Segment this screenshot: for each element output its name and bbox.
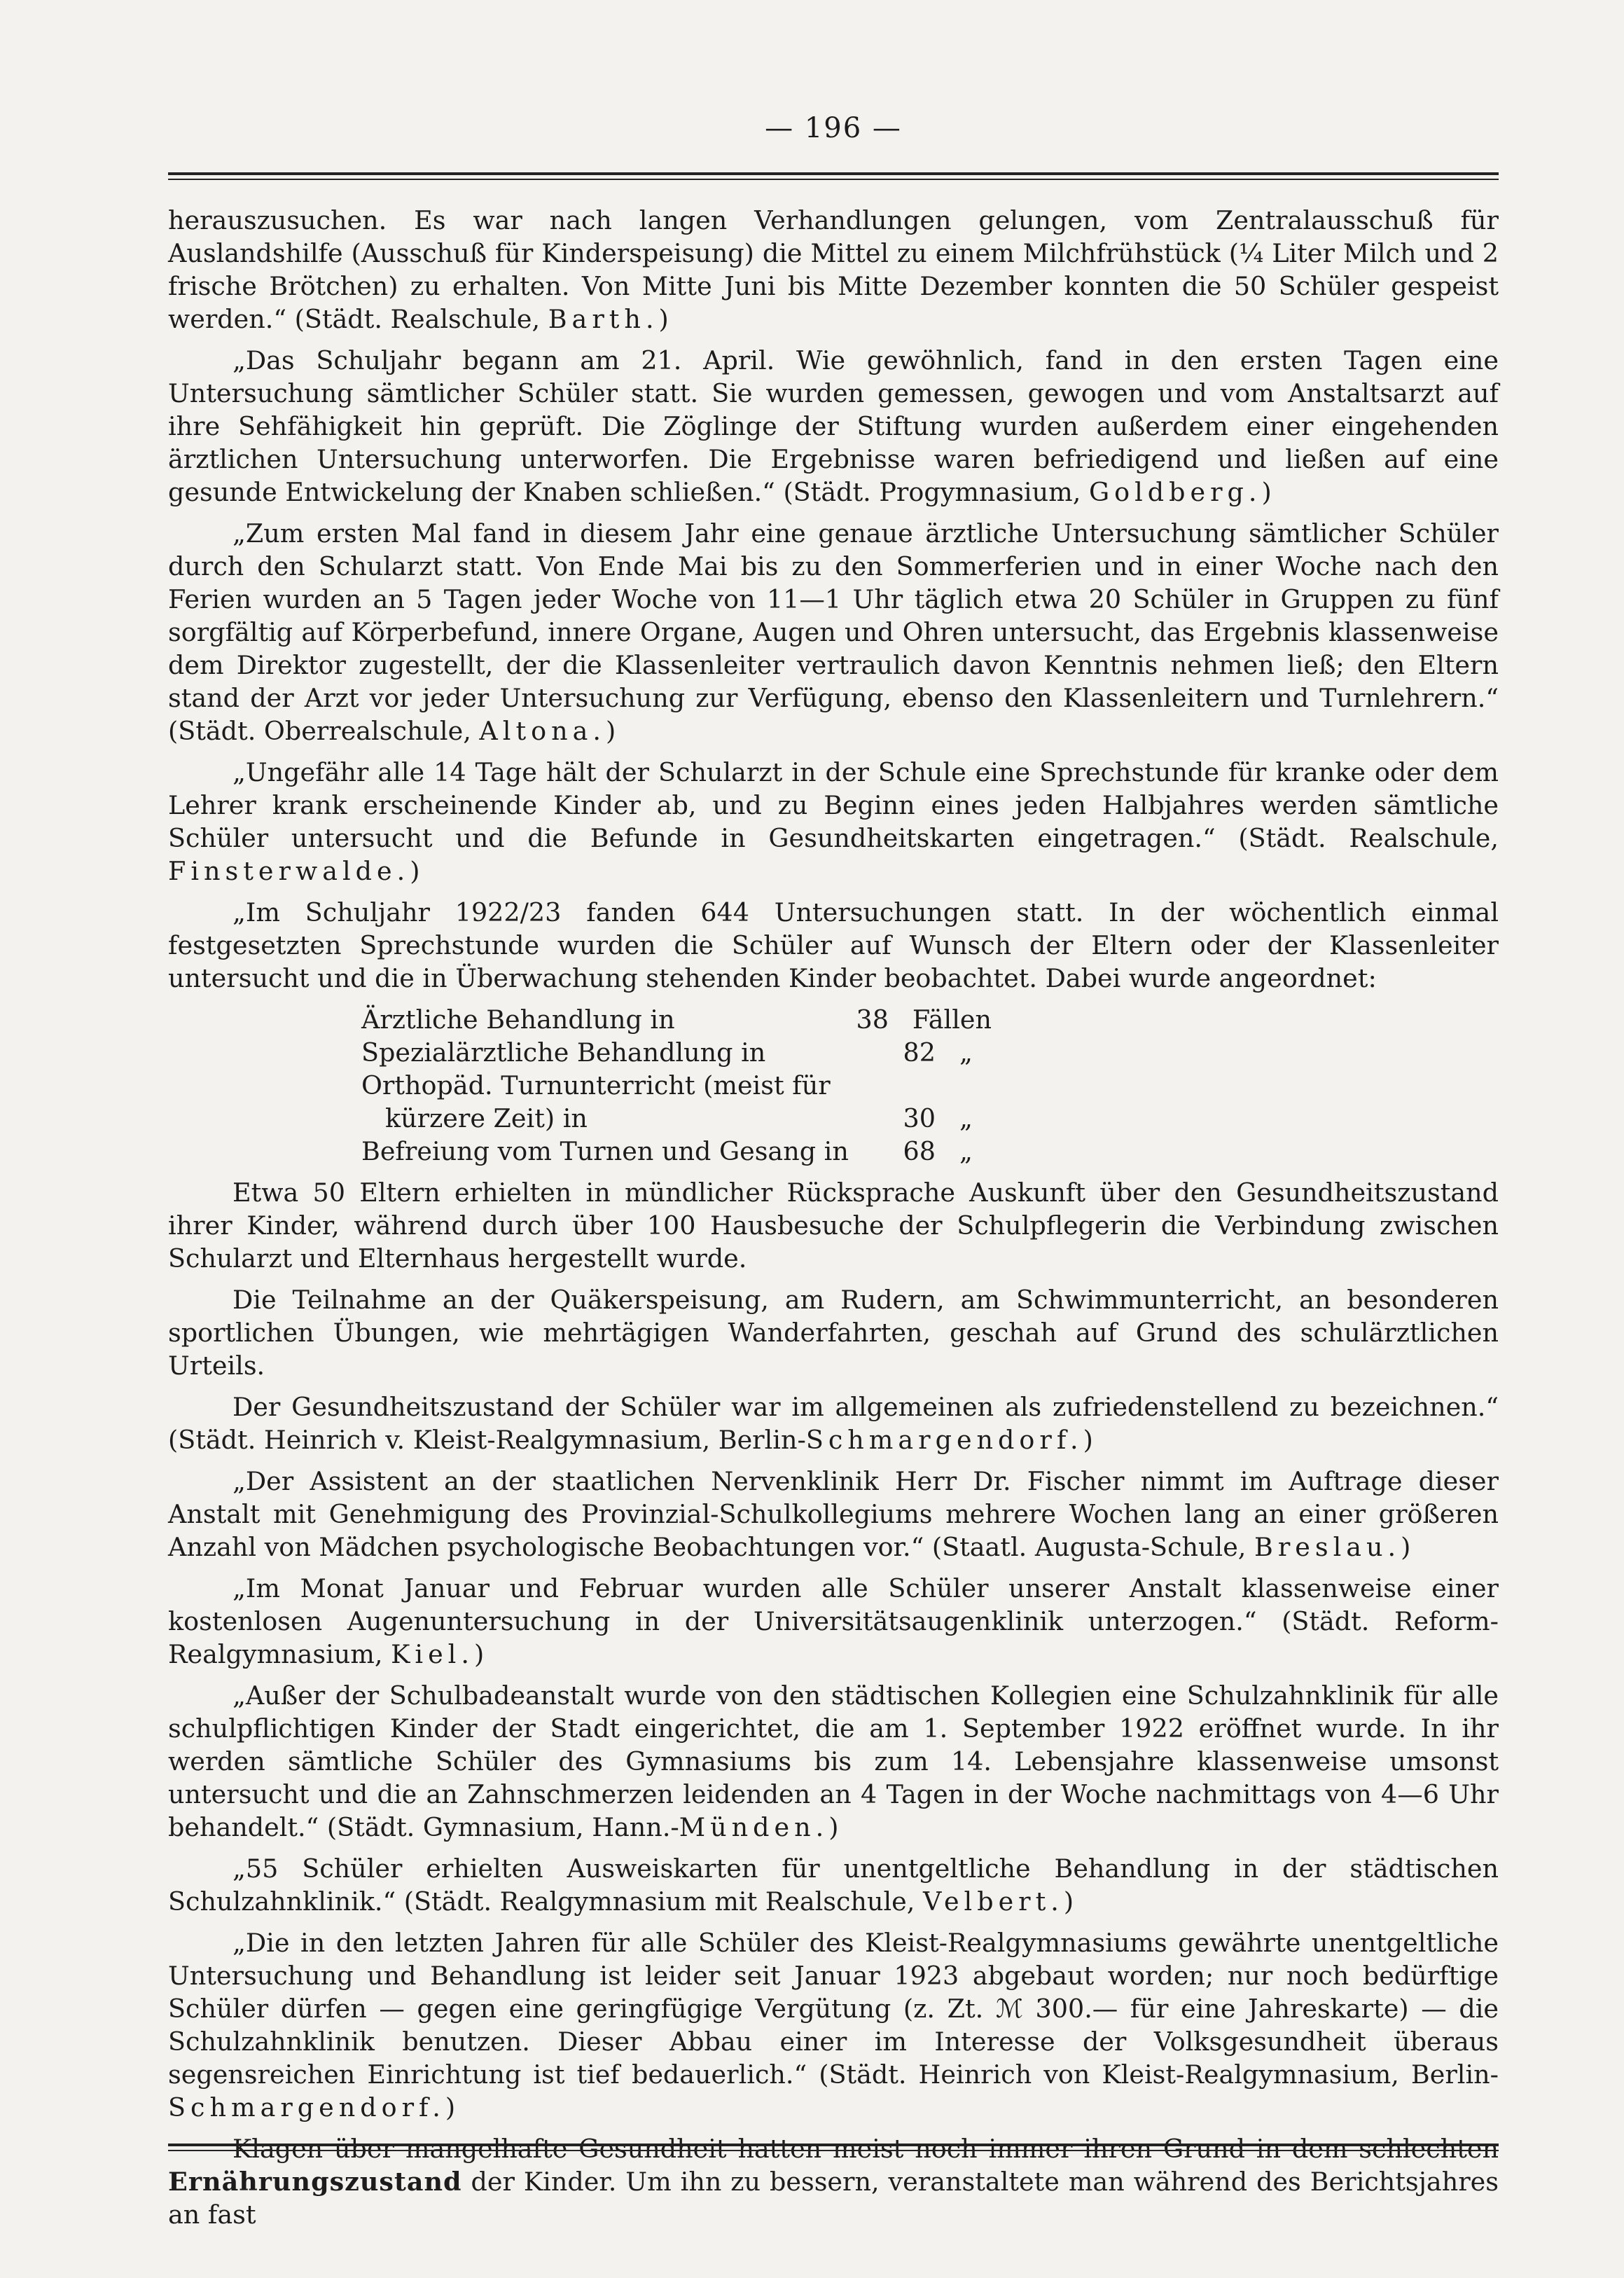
treatment-count: 82 (903, 1037, 936, 1068)
emphasis-text: Ernährungszustand (168, 2167, 462, 2197)
treatment-count (880, 1069, 936, 1102)
paragraph (168, 1390, 1499, 1456)
place-name: Velbert. (922, 1886, 1064, 1917)
treatment-label: Orthopäd. Turnunterricht (meist für (361, 1070, 831, 1100)
treatment-row (361, 1069, 992, 1102)
text-run: ) (1083, 1425, 1093, 1455)
header-rule (168, 172, 1499, 180)
text-run: „55 Schüler erhielten Ausweiskarten für unentgeltliche Behandlung in der städtischen Schulzahnklinik.“ (Städt. Realgymnasium mit Realschule, (168, 1854, 1499, 1917)
treatment-unit: Fällen (912, 1005, 992, 1035)
page-number: — 196 — (765, 112, 902, 144)
paragraph (168, 1572, 1499, 1671)
text-run: „Im Schuljahr 1922/23 fanden 644 Untersuchungen statt. In der wöchentlich einmal festgesetzten Sprechstunde wurden die Schüler auf Wunsch der Eltern oder der Klassenleiter untersucht und die in Überwachung stehenden Kinder beobachtet. Dabei wurde angeordnet: (168, 897, 1499, 993)
text-run: ) (473, 1639, 485, 1669)
text-run: ) (1401, 1532, 1411, 1562)
treatment-count: 68 (903, 1136, 936, 1166)
place-name: Schmargendorf. (805, 1425, 1083, 1455)
paragraph (168, 1679, 1499, 1844)
text-run: Klagen über mangelhafte Gesundheit hatten meist noch immer ihren Grund in dem schlechten (233, 2134, 1499, 2164)
paragraphs-after-list (168, 1176, 1499, 2231)
place-name: Altona. (479, 716, 606, 746)
treatment-row (361, 1003, 992, 1036)
text-run: ) (1261, 477, 1272, 507)
text-run: „Das Schuljahr begann am 21. April. Wie gewöhnlich, fand in den ersten Tagen eine Untersuchung sämtlicher Schüler statt. Sie wurden gemessen, gewogen und vom Anstaltsarzt auf ihre Sehfähigkeit hin geprüft. Die Zöglinge der Stiftung wurden außerdem einer eingehenden ärztlichen Untersuchung unterworfen. Die Ergebnisse waren befriedigend und ließen auf eine gesunde Entwickelung der Knaben schließen.“ (Städt. Progymnasium, (168, 345, 1499, 507)
body-text (168, 204, 1499, 2231)
text-run: Der Gesundheitszustand der Schüler war im allgemeinen als zufriedenstellend zu bezeichnen.“ (Städt. Heinrich v. Kleist-Realgymnasium, Berlin- (168, 1392, 1499, 1455)
text-run: ) (410, 856, 420, 886)
text-run: „Außer der Schulbadeanstalt wurde von den städtischen Kollegien eine Schulzahnklinik für alle schulpflichtigen Kinder der Stadt eingerichtet, die am 1. September 1922 eröffnet wurde. In ihr werden sämtliche Schüler des Gymnasiums bis zum 14. Lebensjahre klassenweise umsonst untersucht und die an Zahnschmerzen leidenden an 4 Tagen in der Woche nachmittags von 4—6 Uhr behandelt.“ (Städt. Gymnasium, Hann.- (168, 1680, 1499, 1842)
paragraph (168, 1465, 1499, 1563)
paragraph (168, 1852, 1499, 1918)
paragraph (168, 1283, 1499, 1382)
place-name: Barth. (548, 304, 659, 334)
text-run: ) (445, 2092, 456, 2122)
place-name: Finsterwalde. (168, 856, 410, 886)
treatment-label: kürzere Zeit) in (385, 1103, 588, 1133)
treatment-unit: „ (959, 1103, 973, 1133)
text-run: ) (658, 304, 669, 334)
text-run: ) (828, 1812, 839, 1842)
paragraph (168, 756, 1499, 888)
treatment-count: 30 (903, 1103, 936, 1133)
place-name: Kiel. (391, 1639, 474, 1669)
treatment-count: 38 (856, 1005, 889, 1035)
text-run: ) (605, 716, 616, 746)
paragraph (168, 1926, 1499, 2124)
place-name: Münden. (679, 1812, 829, 1842)
paragraphs-before-list (168, 204, 1499, 995)
place-name: Schmargendorf. (168, 2092, 445, 2122)
treatment-unit: „ (959, 1037, 973, 1068)
text-run: herauszusuchen. Es war nach langen Verhandlungen gelungen, vom Zentralausschuß für Auslandshilfe (Ausschuß für Kinderspeisung) die Mittel zu einem Milchfrühstück (¼ Liter Milch und 2 frische Brötchen) zu erhalten. Von Mitte Juni bis Mitte Dezember konnten die 50 Schüler gespeist werden.“ (Städt. Realschule, (168, 205, 1499, 334)
treatment-unit: „ (959, 1136, 973, 1166)
paragraph (168, 1176, 1499, 1275)
paragraph (168, 204, 1499, 336)
paragraph (168, 517, 1499, 747)
treatment-label: Befreiung vom Turnen und Gesang in (361, 1136, 849, 1166)
footer-rule (168, 2144, 1499, 2151)
document-page (168, 112, 1499, 2239)
text-run: „Zum ersten Mal fand in diesem Jahr eine genaue ärztliche Untersuchung sämtlicher Schüler durch den Schularzt statt. Von Ende Mai bis zu den Sommerferien und in einer Woche nach den Ferien wurden an 5 Tagen jeder Woche von 11—1 Uhr täglich etwa 20 Schüler in Gruppen zu fünf sorgfältig auf Körperbefund, innere Organe, Augen und Ohren untersucht, das Ergebnis klassenweise dem Direktor zugestellt, der die Klassenleiter vertraulich davon Kenntnis nehmen ließ; den Eltern stand der Arzt vor jeder Untersuchung zur Verfügung, ebenso den Klassenleitern und Turnlehrern.“ (Städt. Oberrealschule, (168, 518, 1499, 746)
text-run: Etwa 50 Eltern erhielten in mündlicher Rücksprache Auskunft über den Gesundheitszustand ihrer Kinder, während durch über 100 Hausbesuche der Schulpflegerin die Verbindung zwischen Schularzt und Elternhaus hergestellt wurde. (168, 1178, 1499, 1273)
treatment-label: Ärztliche Behandlung in (361, 1005, 675, 1035)
place-name: Goldberg. (1088, 477, 1262, 507)
text-run: „Im Monat Januar und Februar wurden alle Schüler unserer Anstalt klassenweise einer kostenlosen Augenuntersuchung in der Universitätsaugenklinik unterzogen.“ (Städt. Reform-Realgymnasium, (168, 1573, 1499, 1669)
treatment-row (361, 1102, 992, 1135)
place-name: Breslau. (1254, 1532, 1401, 1562)
text-run: ) (1063, 1886, 1074, 1917)
text-run: Die Teilnahme an der Quäkerspeisung, am Rudern, am Schwimmunterricht, an besonderen sportlichen Übungen, wie mehrtägigen Wanderfahrten, geschah auf Grund des schulärztlichen Urteils. (168, 1285, 1499, 1381)
text-run: „Die in den letzten Jahren für alle Schüler des Kleist-Realgymnasiums gewährte unentgeltliche Untersuchung und Behandlung ist leider seit Januar 1923 abgebaut worden; nur noch bedürftige Schüler dürfen — gegen eine geringfügige Vergütung (z. Zt. ℳ 300.— für eine Jahreskarte) — die Schulzahnklinik benutzen. Dieser Abbau einer im Interesse der Volksgesundheit überaus segensreichen Einrichtung ist tief bedauerlich.“ (Städt. Heinrich von Kleist-Realgymnasium, Berlin- (168, 1928, 1499, 2090)
treatment-row (361, 1135, 992, 1168)
treatment-list (361, 1003, 992, 1168)
treatment-label: Spezialärztliche Behandlung in (361, 1037, 766, 1068)
text-run: der Kinder. Um ihn zu bessern, veranstaltete man während des Berichtsjahres an fast (168, 2167, 1499, 2230)
treatment-unit (936, 1069, 959, 1102)
paragraph (168, 344, 1499, 509)
treatment-row (361, 1036, 992, 1069)
paragraph (168, 896, 1499, 995)
text-run: „Der Assistent an der staatlichen Nervenklinik Herr Dr. Fischer nimmt im Auftrage dieser Anstalt mit Genehmigung des Provinzial-Schulkollegiums mehrere Wochen lang an einer größeren Anzahl von Mädchen psychologische Beobachtungen vor.“ (Staatl. Augusta-Schule, (168, 1466, 1499, 1562)
text-run: „Ungefähr alle 14 Tage hält der Schularzt in der Schule eine Sprechstunde für kranke oder dem Lehrer krank erscheinende Kinder ab, und zu Beginn eines jeden Halbjahres werden sämtliche Schüler untersucht und die Befunde in Gesundheitskarten eingetragen.“ (Städt. Realschule, (168, 757, 1499, 853)
